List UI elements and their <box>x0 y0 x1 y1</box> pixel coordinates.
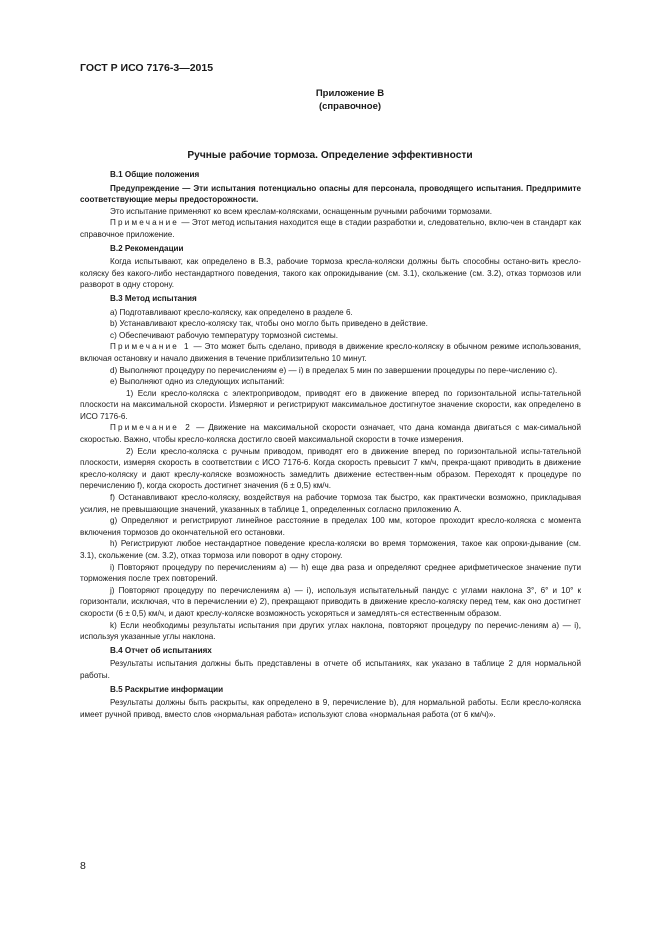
note-text: — Это может быть сделано, приводя в движение кресло-коляску в обычном режиме использования, включая остановку и начало движения в течение приблизительно 10 минут. <box>80 342 581 363</box>
section-heading-b3: В.3 Метод испытания <box>110 293 197 303</box>
document-body <box>80 167 581 720</box>
note-text: — Этот метод испытания находится еще в стадии разработки и, следовательно, вклю-чен в стандарт как справочное приложение. <box>80 218 581 239</box>
annex-heading <box>300 88 400 113</box>
note-paragraph <box>80 217 581 240</box>
section-heading-b4: В.4 Отчет об испытаниях <box>110 645 212 655</box>
list-item-f: f) Останавливают кресло-коляску, воздействуя на рабочие тормоза так быстро, как практически возможно, прикладывая усилия, не превышающие значений, указанных в таблице 1, определенных согласно приложению А. <box>80 493 581 514</box>
note-paragraph <box>80 422 581 445</box>
annex-label: Приложение В <box>315 88 385 99</box>
list-item-e1: 1) Если кресло-коляска с электроприводом, приводят его в движение вперед по горизонтальной испы-тательной плоскости на максимальной скорости. Измеряют и регистрируют максимальное достигнутое значение скорости, как определено в ИСО 7176-6. <box>80 388 581 421</box>
paragraph: Результаты должны быть раскрыты, как определено в 9, перечисление b), для нормальной работы. Если кресло-коляска имеет ручной привод, вместо слов «нормальная работа» используют слова «нормальная работа (от 6 км/ч)». <box>80 698 581 719</box>
paragraph: Это испытание применяют ко всем креслам-колясками, оснащенным ручными рабочими тормозами. <box>110 206 493 216</box>
list-item-i: i) Повторяют процедуру по перечислениям а) — h) еще два раза и определяют среднее арифметическое значение пути торможения после трех повторений. <box>80 562 581 584</box>
section-heading-b5: В.5 Раскрытие информации <box>110 684 224 694</box>
page-number: 8 <box>80 860 86 872</box>
list-item-c: c) Обеспечивают рабочую температуру тормозной системы. <box>110 330 338 340</box>
note-label: Примечание 2 <box>110 423 193 433</box>
note-label: Примечание <box>110 218 180 228</box>
document-title: Ручные рабочие тормоза. Определение эффективности <box>187 150 473 161</box>
warning-paragraph: Предупреждение — Эти испытания потенциально опасны для персонала, проводящего испытания. Предпримите соответствующие меры предосторожности. <box>80 183 581 205</box>
list-item-h: h) Регистрируют любое нестандартное поведение кресла-коляски во время торможения, такое как опроки-дывание (см. 3.1), скольжение (см. 3.2), отказ тормоза или поворот в одну сторону. <box>80 539 581 560</box>
note-text: — Движение на максимальной скорости означает, что дана команда двигаться с мак-симальной скоростью. Важно, чтобы кресло-коляска достигло своей максимальной скорости в точке измерения. <box>80 423 581 445</box>
list-item-k: k) Если необходимы результаты испытания при других углах наклона, повторяют процедуру по перечис-лениям а) — i), используя указанные углы наклона. <box>80 620 581 642</box>
list-item-g: g) Определяют и регистрируют линейное расстояние в пределах 100 мм, которое проходит кресло-коляска с момента включения тормозов до окончательной его остановки. <box>80 516 581 537</box>
section-heading-b2: В.2 Рекомендации <box>110 243 184 253</box>
section-heading-b1: В.1 Общие положения <box>110 170 200 179</box>
note-label: Примечание 1 <box>110 342 191 352</box>
list-item-j: j) Повторяют процедуру по перечислениям а) — i), используя испытательный пандус с углами наклона 3°, 6° и 10° к горизонтали, исключая, что в перечислении е) 2), прекращают приводить в движение кресло-коляску перед тем, как оно достигнет скорости (6 ± 0,5) км/ч, и дают креслу-коляске возможность ускоряться и замедлять-ся естественным образом. <box>80 585 581 618</box>
list-item-a: a) Подготавливают кресло-коляску, как определено в разделе 6. <box>110 307 353 317</box>
list-item-e: e) Выполняют одно из следующих испытаний: <box>110 377 285 387</box>
standard-header: ГОСТ Р ИСО 7176-3—2015 <box>80 62 214 74</box>
paragraph: Результаты испытания должны быть представлены в отчете об испытаниях, как указано в таблице 2 для нормальной работы. <box>80 659 581 680</box>
paragraph: Когда испытывают, как определено в В.3, рабочие тормоза кресла-коляски должны быть способны остано-вить кресло-коляску без какого-либо нестандартного поведения, такого как опрокидывание (см. 3.1), скольжение (см. 3.2), отказ тормозов или разворот в одну сторону. <box>80 257 581 290</box>
annex-type: (справочное) <box>318 100 382 112</box>
list-item-e2: 2) Если кресло-коляска с ручным приводом, приводят его в движение вперед по горизонтальной испы-тательной плоскости, измеряя скорость в соответствии с ИСО 7176-6. Когда скорость превысит 7 км/ч, прекра-щают приводить в движение кресло-коляску и дают креслу-коляске возможность замедлить движение естествен-ным образом. Переходят к процедуре по перечислению f), когда скорость достигнет значения (6 ± 0,5) км/ч. <box>80 446 581 491</box>
note-paragraph <box>80 341 581 364</box>
list-item-b: b) Устанавливают кресло-коляску так, чтобы оно могло быть приведено в действие. <box>110 319 428 329</box>
list-item-d: d) Выполняют процедуру по перечислениям е) — i) в пределах 5 мин по завершении процедуры по пере-числению с). <box>110 365 558 375</box>
